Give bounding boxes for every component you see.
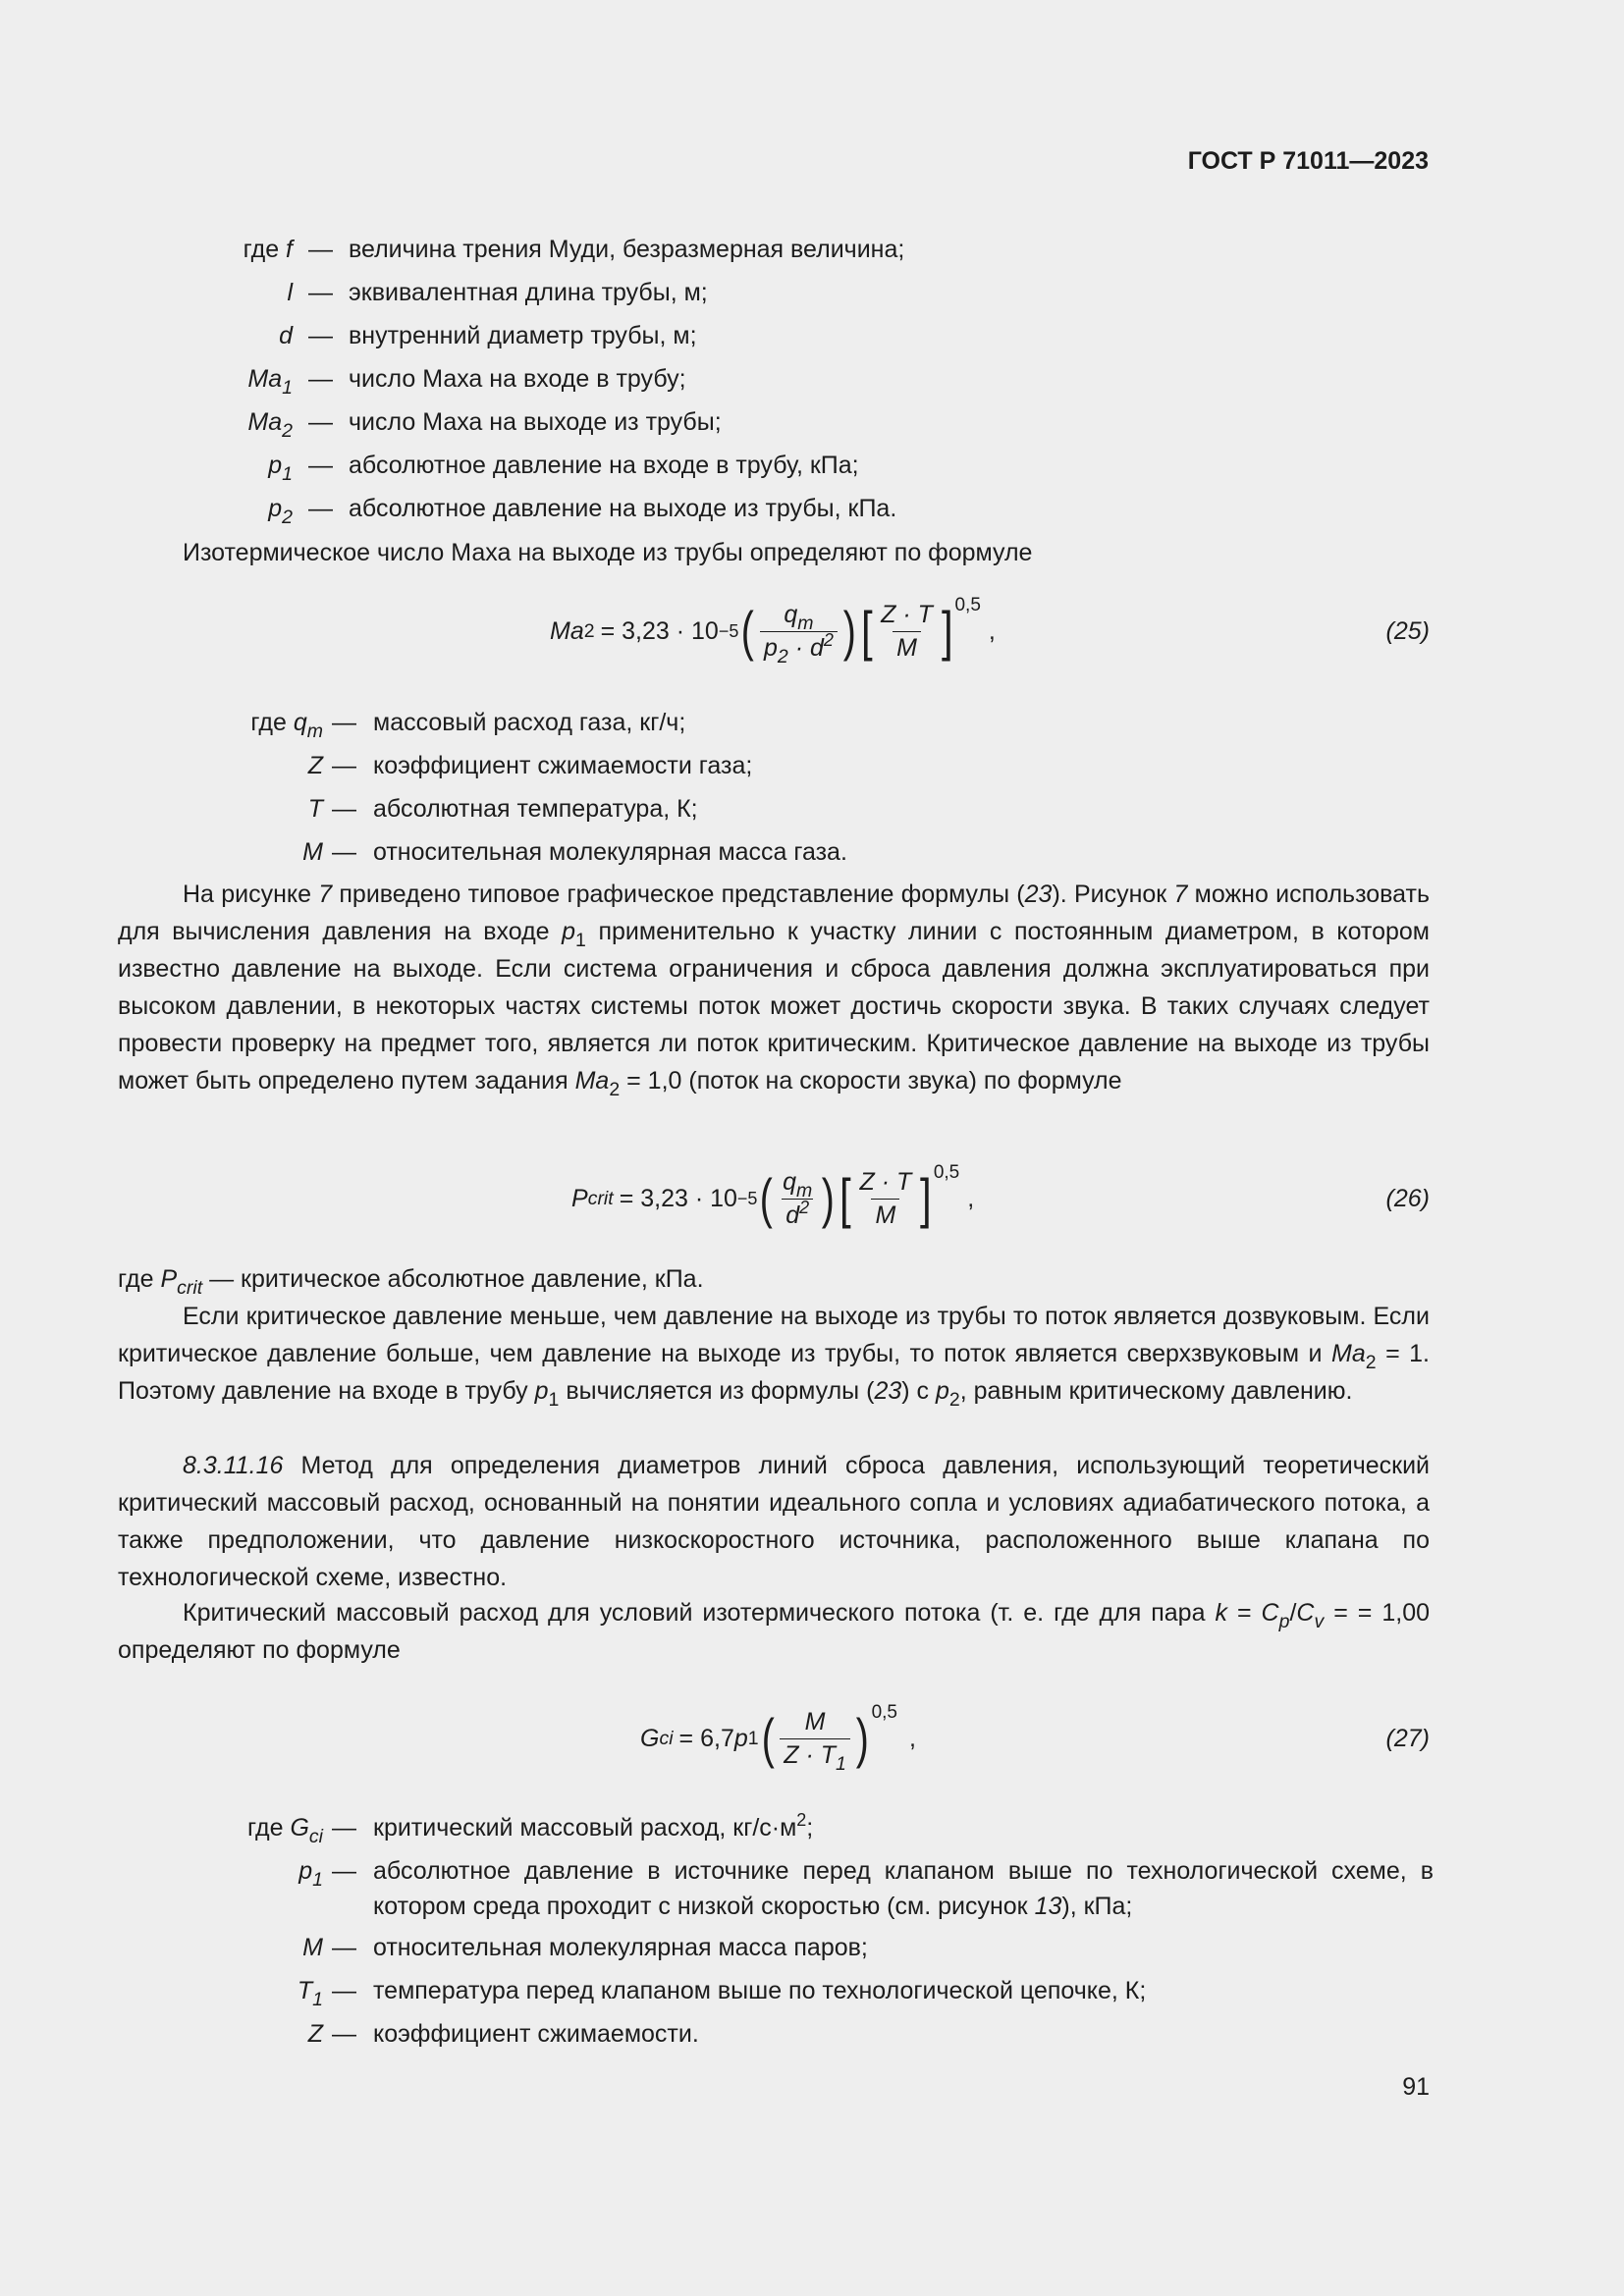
definition-item (118, 834, 1434, 878)
definition-symbol: M (302, 1934, 323, 1961)
definition-symbol: где $q_m$ (250, 709, 323, 742)
formula-body: P crit = 3,23 · 10 −5 ( $\frac{q_m}{d^2}$ ) [ $\frac{Z \cdot T}{M}$ ] 0,5 , (571, 1162, 975, 1229)
definition-dash: — (308, 322, 333, 349)
paragraph-figure-7: На рисунке 7 приведено типовое графическое представление формулы (23). Рисунок 7 можно использовать для вычисления давления на входе $p_1$ применительно к участку линии с постоянным диаметром, в котором известно давление на выходе. Если система ограничения и сброса давления должна эксплуатироваться при высоком давлении, в некоторых частях системы поток может достичь скорости звука. В таких случаях следует провести проверку на предмет того, является ли поток критическим. Критическое давление на выходе из трубы может быть определено путем задания $Ma_2 = 1,0$ (поток на скорости звука) по формуле (118, 881, 1430, 1100)
definition-text: относительная молекулярная масса газа. (373, 838, 847, 866)
definition-text: массовый расход газа, кг/ч; (373, 709, 686, 736)
definition-text: коэффициент сжимаемости. (373, 2020, 699, 2048)
formula-body: G ci = 6,7 p 1 ( $\frac{M}{Z \cdot T_1}$ ) 0,5 , (640, 1702, 916, 1775)
definition-dash: — (308, 452, 333, 479)
definition-dash: — (332, 838, 356, 866)
formula-number: (27) (1385, 1724, 1430, 1752)
definition-text: критический массовый расход, $кг/с\cdot м^2$; (373, 1810, 814, 1842)
definition-dash: — (332, 709, 356, 736)
definition-symbol: где $G_{ci}$ (247, 1814, 323, 1847)
definition-symbol: Z (307, 752, 323, 779)
formula-26 (118, 1154, 1430, 1243)
definition-item (118, 232, 1434, 275)
intro-paragraph: Изотермическое число Маха на выходе из трубы определяют по формуле (183, 539, 1033, 566)
definition-symbol: $T_1$ (297, 1977, 323, 2010)
definition-symbol: $p_2$ (268, 495, 293, 528)
paragraph-isothermal: Критический массовый расход для условий изотермического потока (т. е. где для пара $k = C_p/C_v$ = = 1,00 определяют по формуле (118, 1599, 1430, 1664)
definition-text: коэффициент сжимаемости газа; (373, 752, 753, 779)
formula-number: (25) (1385, 616, 1430, 645)
definition-item (118, 1810, 1434, 1853)
definition-pcrit: где $P_{crit}$ — критическое абсолютное давление, кПа. (118, 1265, 704, 1299)
definition-dash: — (308, 236, 333, 263)
definition-symbol: $p_1$ (268, 452, 293, 485)
definition-dash: — (308, 408, 333, 436)
definition-item (118, 318, 1434, 361)
definition-item (118, 1853, 1434, 1928)
definition-dash: — (308, 365, 333, 393)
definition-symbol: d (279, 322, 293, 349)
definition-dash: — (332, 1857, 356, 1885)
definition-symbol: Z (307, 2020, 323, 2048)
definition-text: число Маха на выходе из трубы; (349, 408, 722, 436)
definition-item (118, 1973, 1434, 2016)
definition-item (118, 2016, 1434, 2059)
definition-item (118, 705, 1434, 748)
definition-dash: — (308, 495, 333, 522)
formula-25 (118, 587, 1430, 675)
formula-number: (26) (1385, 1184, 1430, 1212)
standard-header: ГОСТ Р 71011—2023 (1187, 147, 1429, 175)
definition-symbol: T (307, 795, 323, 823)
definition-symbol: l (287, 279, 293, 306)
definition-text: абсолютное давление на выходе из трубы, кПа. (349, 495, 897, 522)
definition-dash: — (332, 1977, 356, 2004)
definition-symbol: $Ma_1$ (247, 365, 293, 399)
definition-symbol: где f (243, 236, 293, 263)
definition-item (118, 275, 1434, 318)
definition-item (118, 1930, 1434, 1973)
definition-text: внутренний диаметр трубы, м; (349, 322, 697, 349)
definition-symbol: $p_1$ (298, 1857, 323, 1891)
definition-text: величина трения Муди, безразмерная величина; (349, 236, 905, 263)
clause-number: 8.3.11.16 (183, 1452, 284, 1479)
definition-dash: — (332, 1814, 356, 1842)
definition-symbol: $Ma_2$ (247, 408, 293, 442)
definition-text: температура перед клапаном выше по технологической цепочке, К; (373, 1977, 1147, 2004)
definition-dash: — (332, 1934, 356, 1961)
definition-item (118, 361, 1434, 404)
definition-dash: — (332, 752, 356, 779)
definition-item (118, 491, 1434, 534)
definition-text: эквивалентная длина трубы, м; (349, 279, 708, 306)
formula-27 (118, 1694, 1430, 1783)
definition-text: число Маха на входе в трубу; (349, 365, 686, 393)
definition-item (118, 448, 1434, 491)
definition-symbol: M (302, 838, 323, 866)
definition-dash: — (308, 279, 333, 306)
definition-dash: — (332, 2020, 356, 2048)
definition-item (118, 404, 1434, 448)
paragraph-critical: Если критическое давление меньше, чем давление на выходе из трубы то поток является дозвуковым. Если критическое давление больше, чем давление на выходе из трубы, то поток является сверхзвуковым и $Ma_2 = 1$. Поэтому давление на входе в трубу $p_1$ вычисляется из формулы (23) с $p_2$, равным критическому давлению. (118, 1303, 1430, 1411)
formula-body: Ma 2 = 3,23 · 10 −5 ( $\frac{q_m}{p_2 \cdot d^2}$ ) [ $\frac{Z \cdot T}{M}$ ] 0,5 , (550, 595, 996, 667)
fraction: $\frac{Z \cdot T}{M}$ (881, 600, 933, 662)
definition-text: относительная молекулярная масса паров; (373, 1934, 868, 1961)
definition-text: абсолютное давление на входе в трубу, кПа; (349, 452, 859, 479)
definition-item (118, 791, 1434, 834)
definition-item (118, 748, 1434, 791)
page-number: 91 (1402, 2073, 1430, 2101)
definition-dash: — (332, 795, 356, 823)
fraction: $\frac{q_m}{p_2 \cdot d^2}$ (760, 601, 838, 663)
fraction: $\frac{Z \cdot T}{M}$ (859, 1167, 912, 1229)
paragraph-8-3-11-16: 8.3.11.16 Метод для определения диаметров линий сброса давления, использующий теоретический критический массовый расход, основанный на понятии идеального сопла и условиях адиабатического потока, а также предположении, что давление низкоскоростного источника, расположенного выше клапана по технологической схеме, известно. (118, 1452, 1430, 1591)
definition-text: абсолютное давление в источнике перед клапаном выше по технологической схеме, в котором среда проходит с низкой скоростью (см. рисунок 13), кПа; (373, 1857, 1434, 1920)
fraction: $\frac{M}{Z \cdot T_1}$ (780, 1708, 850, 1770)
definition-text: абсолютная температура, К; (373, 795, 698, 823)
fraction: $\frac{q_m}{d^2}$ (783, 1167, 813, 1229)
